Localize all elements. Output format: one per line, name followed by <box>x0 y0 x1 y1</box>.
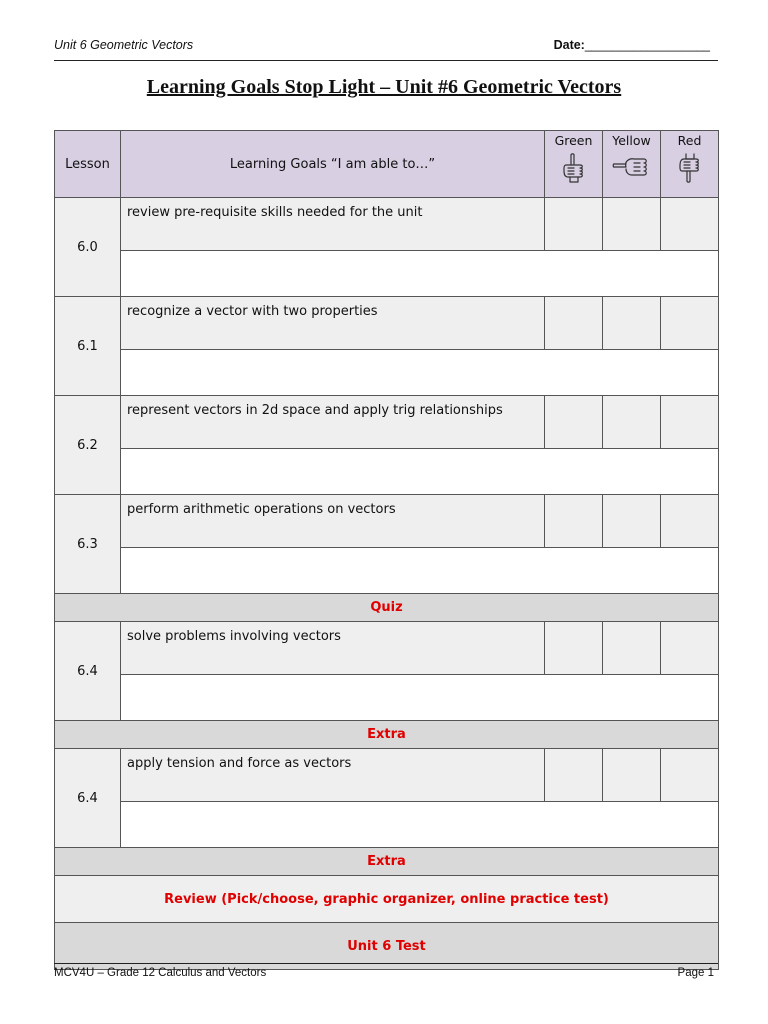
review-banner: Review (Pick/choose, graphic organizer, online practice test) <box>55 876 719 923</box>
green-check-cell[interactable] <box>545 749 603 802</box>
red-check-cell[interactable] <box>661 396 719 449</box>
notes-cell[interactable] <box>121 350 719 396</box>
table-header-row <box>55 131 719 198</box>
note-row <box>55 802 719 848</box>
notes-cell[interactable] <box>121 802 719 848</box>
lesson-number: 6.1 <box>55 297 121 396</box>
yellow-header <box>603 131 661 198</box>
yellow-check-cell[interactable] <box>603 495 661 548</box>
notes-cell[interactable] <box>121 675 719 721</box>
green-header-label: Green <box>554 133 593 148</box>
lesson-number: 6.3 <box>55 495 121 594</box>
notes-cell[interactable] <box>121 251 719 297</box>
yellow-header-label: Yellow <box>612 133 651 148</box>
green-check-cell[interactable] <box>545 495 603 548</box>
footer-page-number: Page 1 <box>677 967 714 979</box>
learning-goals-table <box>54 130 719 970</box>
unit-test-banner: Unit 6 Test <box>55 923 719 970</box>
thumb-sideways-icon <box>612 152 652 180</box>
review-row <box>55 876 719 923</box>
goals-header: Learning Goals “I am able to…” <box>121 131 545 198</box>
goal-text: solve problems involving vectors <box>121 622 545 675</box>
yellow-check-cell[interactable] <box>603 622 661 675</box>
red-check-cell[interactable] <box>661 749 719 802</box>
note-row <box>55 449 719 495</box>
date-line: __________________ <box>584 38 710 52</box>
goal-text: represent vectors in 2d space and apply trig relationships <box>121 396 545 449</box>
note-row <box>55 548 719 594</box>
red-check-cell[interactable] <box>661 198 719 251</box>
green-header <box>545 131 603 198</box>
goal-row <box>55 749 719 802</box>
lesson-number: 6.4 <box>55 749 121 848</box>
page-footer <box>54 963 718 979</box>
thumbs-down-icon <box>675 152 705 184</box>
goal-row <box>55 396 719 449</box>
date-label: Date: <box>553 38 585 52</box>
red-check-cell[interactable] <box>661 495 719 548</box>
note-row <box>55 350 719 396</box>
thumbs-up-icon <box>559 152 589 184</box>
page-header <box>54 36 718 61</box>
doc-title: Learning Goals Stop Light – Unit #6 Geometric Vectors <box>146 76 622 98</box>
lesson-header: Lesson <box>55 131 121 198</box>
yellow-check-cell[interactable] <box>603 749 661 802</box>
extra-banner-row <box>55 848 719 876</box>
quiz-banner-row <box>55 594 719 622</box>
yellow-check-cell[interactable] <box>603 297 661 350</box>
goal-row <box>55 297 719 350</box>
goal-text: apply tension and force as vectors <box>121 749 545 802</box>
notes-cell[interactable] <box>121 449 719 495</box>
note-row <box>55 251 719 297</box>
notes-cell[interactable] <box>121 548 719 594</box>
extra-banner: Extra <box>55 721 719 749</box>
note-row <box>55 675 719 721</box>
extra-banner-row <box>55 721 719 749</box>
red-check-cell[interactable] <box>661 297 719 350</box>
green-check-cell[interactable] <box>545 622 603 675</box>
extra-banner: Extra <box>55 848 719 876</box>
green-check-cell[interactable] <box>545 396 603 449</box>
goal-row <box>55 622 719 675</box>
yellow-check-cell[interactable] <box>603 198 661 251</box>
red-header-label: Red <box>677 133 702 148</box>
green-check-cell[interactable] <box>545 297 603 350</box>
green-check-cell[interactable] <box>545 198 603 251</box>
goal-row <box>55 198 719 251</box>
header-unit: Unit 6 Geometric Vectors <box>54 38 194 52</box>
footer-course: MCV4U – Grade 12 Calculus and Vectors <box>54 967 267 979</box>
goal-row <box>55 495 719 548</box>
goal-text: review pre-requisite skills needed for the unit <box>121 198 545 251</box>
quiz-banner: Quiz <box>55 594 719 622</box>
goal-text: perform arithmetic operations on vectors <box>121 495 545 548</box>
lesson-number: 6.2 <box>55 396 121 495</box>
lesson-number: 6.0 <box>55 198 121 297</box>
header-date <box>554 38 710 52</box>
goal-text: recognize a vector with two properties <box>121 297 545 350</box>
lesson-number: 6.4 <box>55 622 121 721</box>
yellow-check-cell[interactable] <box>603 396 661 449</box>
red-check-cell[interactable] <box>661 622 719 675</box>
red-header <box>661 131 719 198</box>
